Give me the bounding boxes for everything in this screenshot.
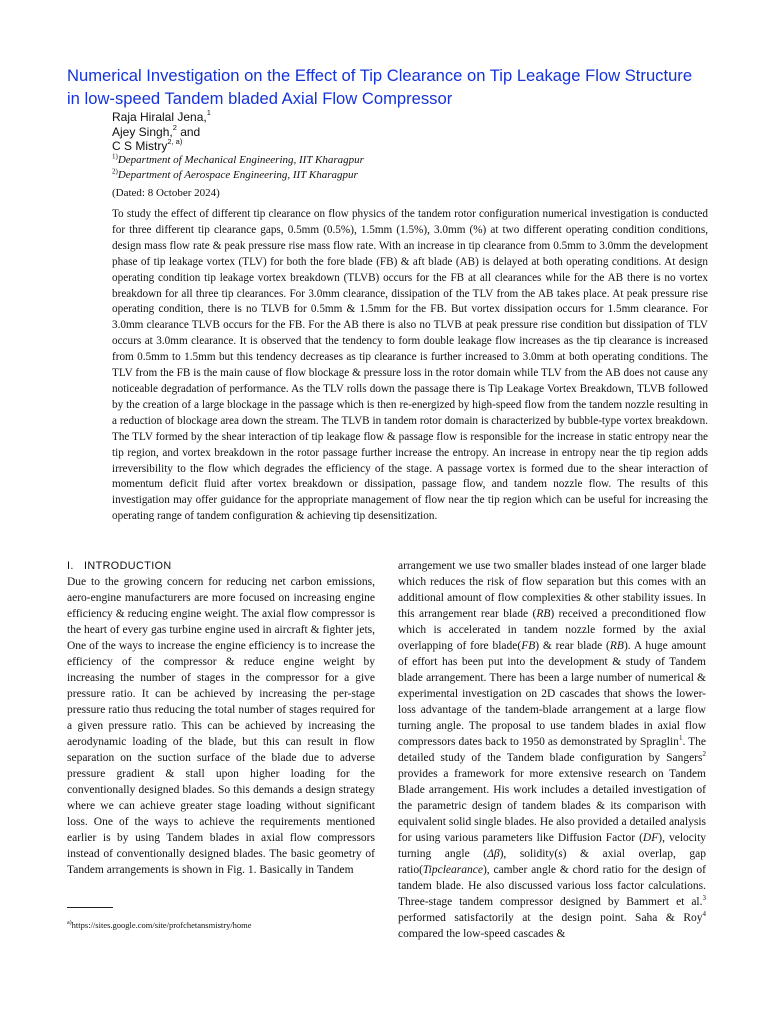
math-symbol: Δβ [487, 848, 500, 860]
math-symbol: Tipclearance [422, 864, 483, 876]
math-symbol: s [558, 848, 563, 860]
author-mark: 1 [206, 108, 211, 117]
affiliation-mark: 1) [112, 152, 118, 161]
affiliation-1 [112, 153, 364, 168]
text-run: ), solidity( [499, 848, 559, 860]
math-symbol: RB [609, 640, 624, 652]
footnote [67, 920, 252, 930]
section-number: I. [67, 560, 74, 572]
author-list [112, 110, 211, 154]
text-run: compared the low-speed cascades & [398, 928, 566, 940]
intro-paragraph-left: Due to the growing concern for reducing net carbon emissions, aero-engine manufacturers are more focused on increasing engine efficiency & reducing engine weight. The axial flow compressor is the heart of every gas turbine engine used in aircraft & fighter jets, One of the ways to increase the engine efficiency is to increase the efficiency of the compressor & reduce engine weight by increasing the number of stages in the compressor for a give pressure ratio. It can be achieved by increasing the per-stage pressure ratio thus reducing the total number of stages required for a given pressure ratio. This can be achieved by increasing the aerodynamic loading of the blade, but this can result in flow separation on the suction surface of the blade due to adverse pressure gradient & stall upon higher loading for the conventionally designed blades. So this demands a design strategy where we can achieve greater stage loading without significant loss. One of the ways to achieve the requirements mentioned earlier is by using Tandem blades in axial flow compressors instead of conventionally designed blades. The basic geometry of Tandem arrangements is shown in Fig. 1. Basically in Tandem [67, 576, 375, 876]
affiliation-text: Department of Aerospace Engineering, IIT Kharagpur [117, 168, 358, 181]
text-run: ). A huge amount of effort has been put into the development & study of Tandem blade arrangement. There has been a large number of numerical & experimental investigation on 2D cascades that shows the lower-loss advantage of the tandem-blade arrangement at a large flow turning angle. The proposal to use tandem blades in axial flow compressors dates back to 1950 as demonstrated by Spraglin [398, 640, 706, 748]
text-run: ) & rear blade ( [535, 640, 610, 652]
author-3 [112, 139, 211, 154]
footnote-rule [67, 907, 113, 908]
author-mark: 2 [172, 122, 177, 132]
author-suffix: and [176, 124, 201, 139]
text-run: provides a framework for more extensive research on Tandem Blade arrangement. His work includes a detailed investigation of the parametric design of tandem blades & its comparison with equivalent solid single blades. He also provided a detailed analysis for using various parameters like Diffusion Factor ( [398, 768, 706, 844]
affiliation-2 [112, 168, 364, 183]
affiliation-list [112, 153, 364, 182]
footnote-link[interactable]: https://sites.google.com/site/profchetansmistry/home [71, 920, 252, 930]
section-title: INTRODUCTION [84, 560, 172, 572]
affiliation-mark: 2) [112, 166, 118, 175]
section-heading [67, 558, 375, 574]
author-mark: 2, a) [167, 137, 183, 146]
text-run: . The detailed study of the Tandem blade configuration by Sangers [398, 736, 707, 764]
citation-mark: 1 [678, 734, 683, 743]
right-column [398, 558, 706, 942]
text-run: ), velocity turning angle ( [398, 832, 707, 860]
text-run: arrangement we use two smaller blades instead of one larger blade which reduces the risk of flow separation but this comes with an additional amount of flow complexities & other stability issues. In this arrangement rear blade ( [398, 560, 706, 620]
author-1 [112, 110, 211, 125]
paper-title: Numerical Investigation on the Effect of Tip Clearance on Tip Leakage Flow Structure in low-speed Tandem bladed Axial Flow Compressor [67, 66, 693, 108]
left-column [67, 558, 375, 878]
math-symbol: DF [642, 832, 659, 844]
math-symbol: RB [536, 608, 551, 620]
affiliation-text: Department of Mechanical Engineering, IIT Kharagpur [117, 154, 364, 166]
math-symbol: FB [521, 640, 536, 652]
author-name: C S Mistry [112, 139, 168, 153]
footnote-mark: a) [67, 920, 72, 927]
author-2 [112, 122, 211, 140]
abstract: To study the effect of different tip clearance on flow physics of the tandem rotor configuration numerical investigation is conducted for three different tip clearance gaps, 0.5mm (0.5%), 1.5mm (1.5%), 3.0mm (%) at two different operating condition conditions, design mass flow rate & peak pressure rise mass flow rate. With an increase in tip clearance from 0.5mm to 3.0mm the development phase of tip leakage vortex (TLV) for both the fore blade (FB) & aft blade (AB) is delayed at both operating conditions. At design operating condition tip leakage vortex breakdown (TLVB) occurs for the FB at all clearances while for the AB there is no vortex breakdown for all three tip clearances. For 3.0mm clearance, dissipation of the TLV from the AB takes place. At peak pressure rise operating condition, there is no TLVB for 0.5mm & 1.5mm for the FB. But vortex dissipation occurs for 1.5mm clearance. For 3.0mm clearance TLVB occurs for the FB. For the AB there is also no TLVB at peak pressure rise condition but dissipation of TLV occurs at 3.0mm clearance. It is observed that the tendency to form double leakage flow increases as the tip clearance is increased from 0.5mm to 1.5mm but this tendency decreases as tip clearance is further increased to 3.0mm at both operating conditions. The TLV from the FB is the main cause of flow blockage & pressure loss in the rotor domain while TLV from the AB does not cause any noticeable degradation of performance. As the TLV rolls down the passage there is Tip Leakage Vortex Breakdown, TLVB followed by the creation of a large blockage in the passage which is then re-energized by high-speed flow from the tandem nozzle resulting in a reduction of blockage area down the stream. The TLVB in tandem rotor domain is characterized by bubble-type vortex breakdown. The TLV formed by the shear interaction of tip leakage flow & passage flow is responsible for the increase in static entropy near the tip region, and vortex breakdown in the rotor passage further increase the entropy. An increase in entropy near the tip region adds irreversibility to the flow which degrades the efficiency of the stage. A passage vortex is formed due to the shear interaction of momentum deficit fluid after vortex breakdown or dissipation, passage flow, and tandem nozzle flow. The results of this investigation may offer guidance for the appropriate management of flow near the tip region which can be useful for increasing the operating range of tandem configuration & achieving tip desensitization. [112, 208, 708, 523]
text-run: performed satisfactorily at the design point. Saha & Roy [398, 912, 703, 924]
dated-line: (Dated: 8 October 2024) [112, 187, 220, 199]
text-run: ) & axial overlap, gap ratio( [398, 848, 706, 876]
citation-mark: 4 [702, 910, 706, 919]
citation-mark: 2 [702, 750, 706, 759]
citation-mark: 3 [702, 894, 706, 903]
author-name: Ajey Singh, [112, 124, 173, 139]
text-run: ) received a preconditioned flow which is accelerated in tandem nozzle formed by the axial overlapping of fore blade( [398, 608, 706, 652]
text-run: ), camber angle & chord ratio for the design of tandem blade. He also discussed various loss factor calculations. Three-stage tandem compressor designed by Bammert et al. [398, 864, 706, 908]
author-name: Raja Hiralal Jena, [112, 110, 207, 124]
